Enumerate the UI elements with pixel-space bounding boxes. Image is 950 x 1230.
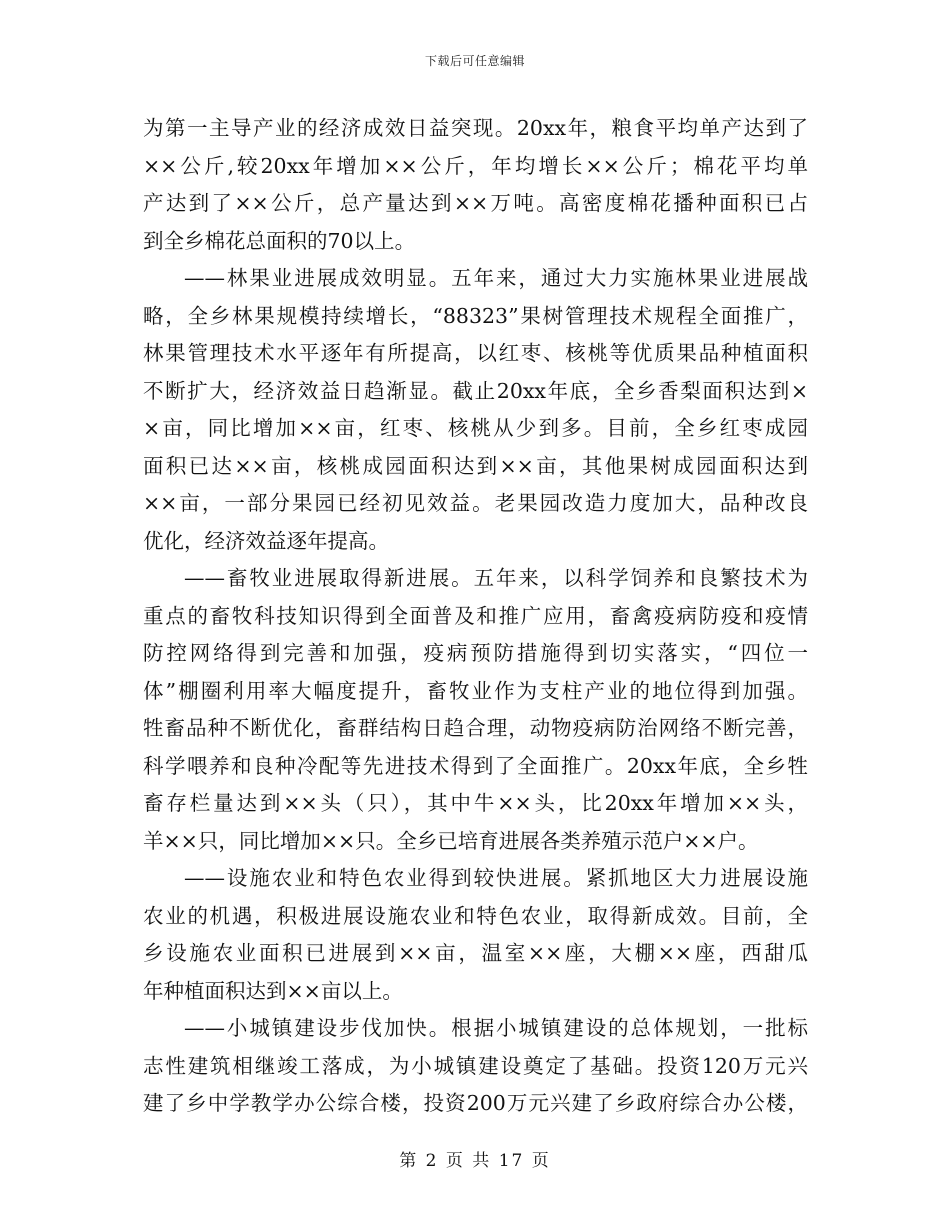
text-line: 农业的机遇，积极进展设施农业和特色农业，取得新成效。目前，全 <box>143 903 808 928</box>
text-line: 乡设施农业面积已进展到××亩，温室××座，大棚××座，西甜瓜 <box>143 941 808 965</box>
text-line: 产达到了××公斤，总产量达到××万吨。高密度棉花播种面积已占 <box>143 191 808 215</box>
text-line: ××公斤,较20xx年增加××公斤，年均增长××公斤；棉花平均单 <box>143 153 808 178</box>
text-line: 体”棚圈利用率大幅度提升，畜牧业作为支柱产业的地位得到加强。 <box>143 678 808 703</box>
page-footer: 第 2 页 共 17 页 <box>399 1151 551 1171</box>
text-line: 志性建筑相继竣工落成，为小城镇建设奠定了基础。投资120万元兴 <box>143 1053 808 1078</box>
text-line: ——设施农业和特色农业得到较快进展。紧抓地区大力进展设施 <box>184 866 808 890</box>
text-line: 为第一主导产业的经济成效日益突现。20xx年，粮食平均单产达到了 <box>143 116 808 140</box>
text-line: ——林果业进展成效明显。五年来，通过大力实施林果业进展战 <box>184 266 808 290</box>
page-header: 下载后可任意编辑 <box>424 54 525 68</box>
text-line: 到全乡棉花总面积的70以上。 <box>143 228 416 253</box>
text-line: 羊××只，同比增加××只。全乡已培育进展各类养殖示范户××户。 <box>143 828 759 853</box>
text-line: ——畜牧业进展取得新进展。五年来，以科学饲养和良繁技术为 <box>184 566 808 590</box>
text-line: 防控网络得到完善和加强，疫病预防措施得到切实落实，“四位一 <box>143 641 808 665</box>
text-line: 不断扩大，经济效益日趋渐显。截止20xx年底，全乡香梨面积达到× <box>143 378 808 403</box>
text-line: 畜存栏量达到××头（只），其中牛××头，比20xx年增加××头， <box>143 791 808 815</box>
text-line: ×亩，同比增加××亩，红枣、核桃从少到多。目前，全乡红枣成园 <box>143 416 808 440</box>
text-line: ××亩，一部分果园已经初见效益。老果园改造力度加大，品种改良 <box>143 491 808 515</box>
text-line: 科学喂养和良种冷配等先进技术得到了全面推广。20xx年底，全乡牲 <box>143 753 808 778</box>
text-line: 林果管理技术水平逐年有所提高，以红枣、核桃等优质果品种植面积 <box>143 341 808 365</box>
text-line: 牲畜品种不断优化，畜群结构日趋合理，动物疫病防治网络不断完善， <box>143 716 808 740</box>
text-line: 面积已达××亩，核桃成园面积达到××亩，其他果树成园面积达到 <box>143 453 808 478</box>
document-body <box>143 112 808 1125</box>
text-line: 建了乡中学教学办公综合楼，投资200万元兴建了乡政府综合办公楼， <box>143 1091 808 1115</box>
text-line: 略，全乡林果规模持续增长，“88323”果树管理技术规程全面推广， <box>143 303 808 328</box>
text-line: 年种植面积达到××亩以上。 <box>143 978 403 1003</box>
text-line: 优化，经济效益逐年提高。 <box>143 528 389 553</box>
text-line: ——小城镇建设步伐加快。根据小城镇建设的总体规划，一批标 <box>184 1016 808 1040</box>
text-line: 重点的畜牧科技知识得到全面普及和推广应用，畜禽疫病防疫和疫情 <box>143 603 808 628</box>
